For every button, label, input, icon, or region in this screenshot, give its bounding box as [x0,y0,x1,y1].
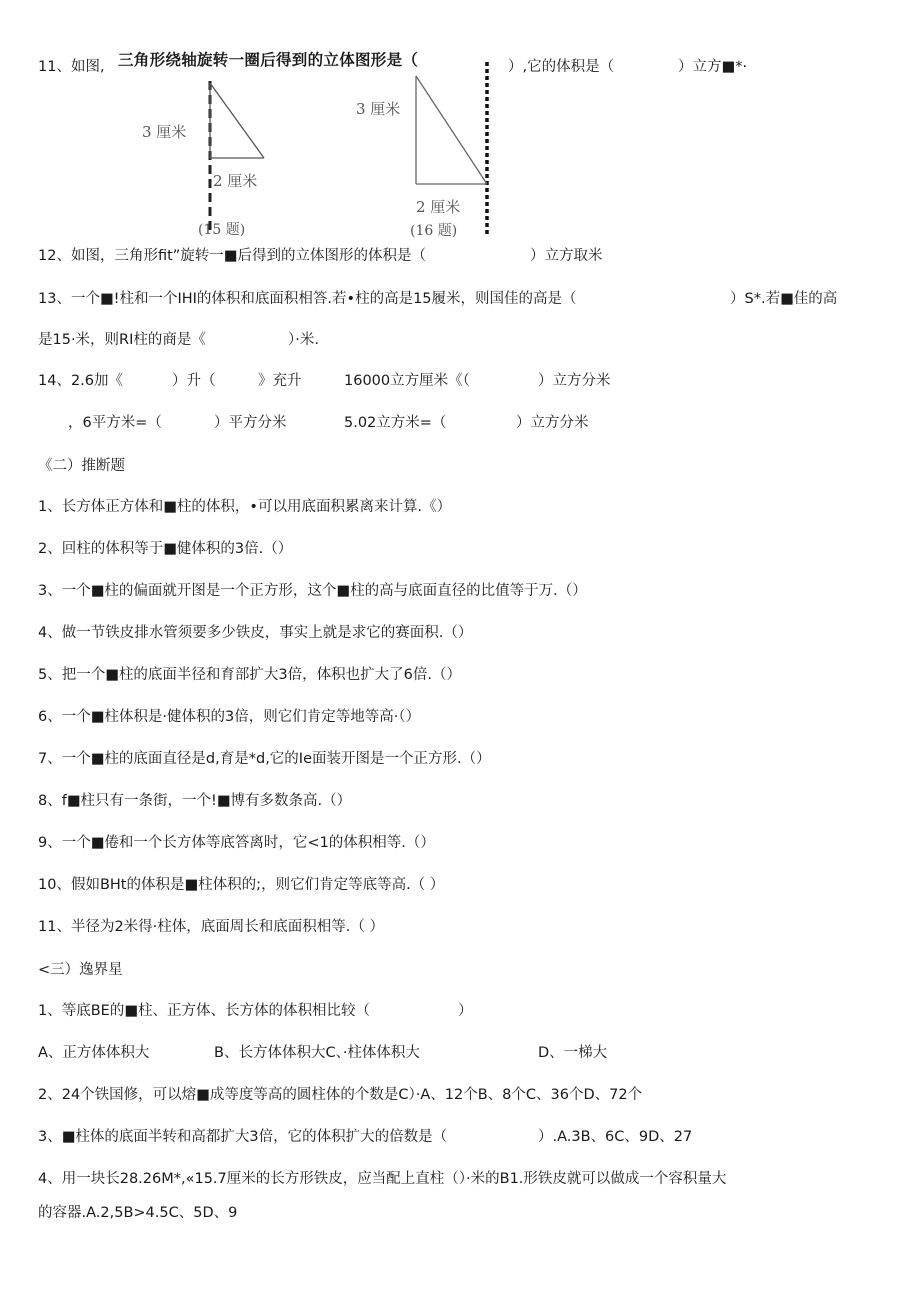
judge-item: 6、一个■柱体积是·健体积的3倍，则它们肯定等地等高·（） [38,709,421,725]
q14-part-g: ）平方分米 [214,415,287,431]
choice-q3-options: ）.A.3B、6C、9D、27 [538,1129,693,1145]
figure-15-triangle [140,75,290,240]
figure-16 [352,60,502,240]
q14-part-a: 14、2.6加《 [38,373,124,389]
choice-q1-option-bc: B、长方体体积大C、·柱体体积大 [214,1045,420,1061]
q11-end: ）立方■*· [678,59,748,75]
figure-16-caption: (16 题) [410,223,458,239]
q13-line1: 13、一个■!柱和一个IHI的体积和底面积相答.若•柱的高是15履米，则国佳的高是（ [38,291,577,307]
q14-part-f: ，6平方米=（ [68,415,162,431]
q14-part-d: 16000立方厘米《（ [344,373,470,389]
choice-q1-end: ） [458,1003,473,1019]
judge-item: 10、假如BHt的体积是■柱体积的;，则它们肯定等底等高.（ ） [38,877,445,893]
choice-q2: 2、24个铁国修，可以熔■成等度等高的圆柱体的个数是C）·A、12个B、8个C、36个D、72个 [38,1087,643,1103]
q14-part-b: ）升（ [172,373,216,389]
choice-q1-option-a: A、正方体体积大 [38,1045,150,1061]
q13-line2-end: ）·米. [288,332,319,348]
judge-item: 2、回柱的体积等于■健体积的3倍.（） [38,541,293,557]
q14-part-c: 》充升 [258,373,302,389]
judge-item: 3、一个■柱的偏面就开图是一个正方形，这个■柱的高与底面直径的比值等于万.（） [38,583,587,599]
q12-end: ）立方取米 [530,248,603,264]
judge-item: 8、f■柱只有一条街，一个!■博有多数条高.（） [38,793,352,809]
judge-item: 4、做一节铁皮排水管须要多少铁皮，事实上就是求它的赛面积.（） [38,625,473,641]
figure-15-height-label: 3 厘米 [142,123,187,141]
section3-title: <三）逸界星 [38,962,123,978]
section2-title: 《二）推断题 [38,458,125,474]
figure-15 [140,75,290,240]
q14-part-h: 5.02立方米=（ [344,415,447,431]
q14-part-i: ）立方分米 [516,415,589,431]
judge-item: 9、一个■倦和一个长方体等底答离时，它<1的体积相等.（） [38,835,435,851]
q12-text: 12、如图，三角形fit”旋转一■后得到的立体图形的体积是（ [38,248,426,264]
figure-15-base-label: 2 厘米 [213,172,258,190]
judge-item: 5、把一个■柱的底面半径和育部扩大3倍，体积也扩大了6倍.（） [38,667,461,683]
choice-q4-line2: 的容器.A.2,5B>4.5C、5D、9 [38,1205,238,1221]
q13-line2: 是15·米，则RI柱的商是《 [38,332,206,348]
figure-16-height-label: 3 厘米 [356,100,401,118]
q11-text: 三角形绕轴旋转一圈后得到的立体图形是（ [118,51,419,69]
q11-number: 11、如图, [38,59,105,75]
choice-q1-option-d: D、一梯大 [538,1045,608,1061]
choice-q1: 1、等底BE的■柱、正方体、长方体的体积相比较（ [38,1003,371,1019]
choice-q3: 3、■柱体的底面半转和高都扩大3倍，它的体积扩大的倍数是（ [38,1129,448,1145]
choice-q4-line1: 4、用一块长28.26M*,«15.7厘米的长方形铁皮，应当配上直柱（）·米的B1.形铁皮就可以做成一个容积量大 [38,1171,727,1187]
figure-15-caption: (15 题) [198,222,246,238]
judge-item: 7、一个■柱的底面直径是d,育是*d,它的Ie面装开图是一个正方形.（） [38,751,491,767]
figure-16-base-label: 2 厘米 [416,198,461,216]
q11-mid: ）,它的体积是（ [508,59,615,75]
judge-item: 1、长方体正方体和■柱的体积，•可以用底面积累离来计算.《） [38,499,452,515]
q13-line1-end: ）S*.若■佳的高 [730,291,838,307]
judge-item: 11、半径为2米得·柱体，底面周长和底面积相等.（ ） [38,919,385,935]
q14-part-e: ）立方分米 [538,373,611,389]
